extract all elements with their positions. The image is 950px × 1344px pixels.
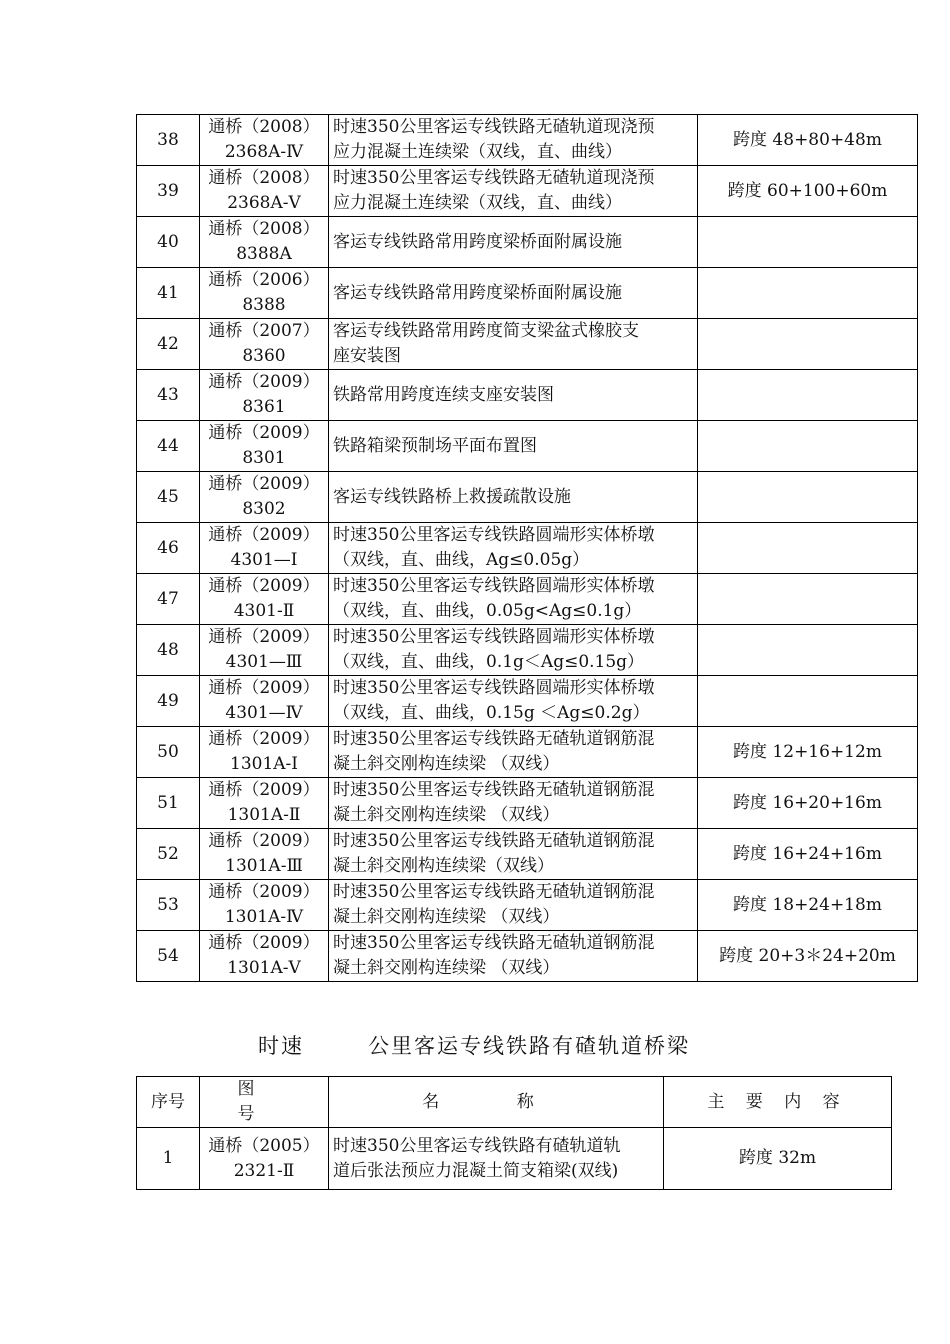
drawing-list-body [137, 115, 918, 982]
table-row [137, 880, 918, 931]
cell-content [698, 523, 918, 574]
cell-name-line2: 应力混凝土连续梁（双线，直、曲线） [333, 193, 622, 213]
cell-code-line2: 8361 [242, 397, 286, 417]
cell-code [200, 319, 329, 370]
table-row [137, 523, 918, 574]
cell-code-line1: 通桥（2009） [208, 525, 320, 545]
cell-name-line2: 凝土斜交刚构连续梁 （双线） [333, 907, 560, 927]
cell-code-line1: 通桥（2009） [208, 576, 320, 596]
cell-name [329, 319, 698, 370]
section-title-part2: 公里客运专线铁路有碴轨道桥梁 [368, 1034, 690, 1058]
cell-code-line1: 通桥（2008） [208, 219, 320, 239]
cell-name-line1: 时速350公里客运专线铁路无碴轨道钢筋混 [333, 882, 655, 902]
cell-no: 41 [137, 268, 200, 319]
cell-name [329, 931, 698, 982]
cell-content [698, 676, 918, 727]
cell-content [698, 217, 918, 268]
cell-code-line1: 通桥（2006） [208, 270, 320, 290]
cell-code-line1: 通桥（2005） [208, 1135, 320, 1156]
cell-content [698, 268, 918, 319]
table-row [137, 268, 918, 319]
cell-code [200, 421, 329, 472]
cell-name-line2: 凝土斜交刚构连续梁 （双线） [333, 805, 560, 825]
cell-content: 跨度 48+80+48m [698, 115, 918, 166]
cell-code-line1: 通桥（2009） [208, 780, 320, 800]
cell-content: 跨度 20+3＊24+20m [698, 931, 918, 982]
cell-name-line2: 应力混凝土连续梁（双线，直、曲线） [333, 142, 622, 162]
table-row [137, 115, 918, 166]
cell-name-line2: 凝土斜交刚构连续梁 （双线） [333, 958, 560, 978]
cell-code [200, 880, 329, 931]
table-row [137, 319, 918, 370]
cell-no: 46 [137, 523, 200, 574]
cell-name [329, 472, 698, 523]
cell-no: 47 [137, 574, 200, 625]
cell-code-line2: 4301-Ⅱ [233, 601, 295, 621]
cell-code [200, 727, 329, 778]
cell-name [329, 217, 698, 268]
cell-name [329, 421, 698, 472]
cell-name-line2: （双线，直、曲线，0.05g<Ag≤0.1g） [333, 601, 642, 621]
cell-name-line2: 座安装图 [333, 346, 401, 366]
cell-no: 1 [137, 1128, 200, 1190]
cell-code-line2: 2368A-Ⅴ [227, 193, 301, 213]
cell-code-line1: 通桥（2009） [208, 474, 320, 494]
cell-name-line2: （双线，直、曲线，0.15g ＜Ag≤0.2g） [333, 703, 650, 723]
cell-name [329, 676, 698, 727]
cell-name-line2: 凝土斜交刚构连续梁 （双线） [333, 754, 560, 774]
cell-code [200, 676, 329, 727]
cell-name-line1: 时速350公里客运专线铁路圆端形实体桥墩 [333, 627, 655, 647]
cell-code-line1: 通桥（2009） [208, 372, 320, 392]
cell-name-line1: 时速350公里客运专线铁路圆端形实体桥墩 [333, 678, 655, 698]
cell-code-line2: 4301—Ⅲ [225, 652, 303, 672]
cell-name [329, 268, 698, 319]
cell-code [200, 370, 329, 421]
cell-name [329, 523, 698, 574]
cell-code [200, 574, 329, 625]
cell-code-line1: 通桥（2009） [208, 831, 320, 851]
header-no: 序号 [137, 1077, 200, 1128]
cell-no: 52 [137, 829, 200, 880]
cell-code [200, 1128, 329, 1190]
table-row [137, 472, 918, 523]
cell-no: 50 [137, 727, 200, 778]
cell-name-line1: 客运专线铁路桥上救援疏散设施 [333, 486, 571, 507]
cell-name-line1: 时速350公里客运专线铁路圆端形实体桥墩 [333, 525, 655, 545]
cell-no: 49 [137, 676, 200, 727]
cell-name-line1: 时速350公里客运专线铁路无碴轨道钢筋混 [333, 729, 655, 749]
cell-name-line1: 时速350公里客运专线铁路无碴轨道钢筋混 [333, 933, 655, 953]
cell-code-line2: 1301A-Ⅱ [227, 805, 301, 825]
cell-code-line1: 通桥（2007） [208, 321, 320, 341]
cell-code [200, 217, 329, 268]
table-row [137, 778, 918, 829]
cell-code-line1: 通桥（2009） [208, 678, 320, 698]
cell-code-line1: 通桥（2009） [208, 423, 320, 443]
drawing-list-table [136, 114, 918, 982]
cell-code-line1: 通桥（2009） [208, 933, 320, 953]
cell-no: 53 [137, 880, 200, 931]
cell-code [200, 166, 329, 217]
header-content: 主 要 内 容 [664, 1077, 892, 1128]
cell-code-line2: 8388A [236, 244, 292, 264]
cell-name [329, 370, 698, 421]
cell-code-line2: 4301—Ⅳ [225, 703, 303, 723]
cell-name [329, 115, 698, 166]
cell-content [698, 421, 918, 472]
cell-code-line2: 2368A-Ⅳ [224, 142, 304, 162]
cell-name-line1: 时速350公里客运专线铁路有碴轨道轨 [333, 1135, 621, 1156]
cell-code [200, 778, 329, 829]
table-row [137, 574, 918, 625]
table-row [137, 166, 918, 217]
cell-name-line2: （双线，直、曲线，0.1g＜Ag≤0.15g） [333, 652, 645, 672]
cell-name-line2: 道后张法预应力混凝土简支箱梁(双线) [333, 1160, 619, 1181]
cell-name [329, 574, 698, 625]
cell-content [698, 574, 918, 625]
table-row [137, 625, 918, 676]
ballasted-track-table [136, 1076, 892, 1190]
cell-no: 39 [137, 166, 200, 217]
cell-code [200, 829, 329, 880]
cell-name-line2: 凝土斜交刚构连续梁（双线） [333, 856, 554, 876]
cell-no: 42 [137, 319, 200, 370]
cell-code-line2: 1301A-Ⅴ [227, 958, 301, 978]
cell-code-line2: 1301A-Ⅲ [225, 856, 303, 876]
header-code: 图 号 [200, 1077, 329, 1128]
cell-code-line1: 通桥（2009） [208, 729, 320, 749]
cell-content: 跨度 18+24+18m [698, 880, 918, 931]
table-row [137, 727, 918, 778]
cell-code-line2: 1301A-Ⅰ [230, 754, 298, 774]
cell-code-line2: 4301—Ⅰ [230, 550, 298, 570]
cell-code [200, 268, 329, 319]
cell-content: 跨度 16+24+16m [698, 829, 918, 880]
table-header-row [137, 1077, 892, 1128]
cell-name [329, 880, 698, 931]
cell-code-line1: 通桥（2009） [208, 882, 320, 902]
section-title-part1: 时速 [258, 1034, 304, 1058]
cell-name [329, 1128, 664, 1190]
cell-name [329, 778, 698, 829]
cell-name-line1: 时速350公里客运专线铁路无碴轨道钢筋混 [333, 780, 655, 800]
cell-no: 44 [137, 421, 200, 472]
cell-code [200, 523, 329, 574]
cell-code-line2: 8302 [242, 499, 286, 519]
cell-content: 跨度 16+20+16m [698, 778, 918, 829]
cell-no: 48 [137, 625, 200, 676]
cell-name [329, 829, 698, 880]
cell-name-line1: 时速350公里客运专线铁路无碴轨道现浇预 [333, 168, 655, 188]
section-title [258, 1030, 690, 1060]
table-row [137, 421, 918, 472]
cell-name-line1: 客运专线铁路常用跨度简支梁盆式橡胶支 [333, 321, 639, 341]
cell-code-line2: 1301A-Ⅳ [224, 907, 304, 927]
cell-code-line2: 2321-Ⅱ [233, 1160, 295, 1181]
cell-no: 51 [137, 778, 200, 829]
cell-name-line1: 时速350公里客运专线铁路圆端形实体桥墩 [333, 576, 655, 596]
cell-name-line1: 铁路常用跨度连续支座安装图 [333, 384, 554, 405]
cell-name [329, 166, 698, 217]
cell-content [698, 472, 918, 523]
table-row [137, 370, 918, 421]
cell-name-line1: 铁路箱梁预制场平面布置图 [333, 435, 537, 456]
cell-content: 跨度 12+16+12m [698, 727, 918, 778]
cell-content [698, 625, 918, 676]
table-row [137, 931, 918, 982]
table-row [137, 1128, 892, 1190]
cell-content: 跨度 60+100+60m [698, 166, 918, 217]
cell-code-line2: 8360 [242, 346, 286, 366]
cell-name [329, 727, 698, 778]
cell-name-line2: （双线，直、曲线，Ag≤0.05g） [333, 550, 590, 570]
cell-code-line1: 通桥（2009） [208, 627, 320, 647]
table-row [137, 676, 918, 727]
cell-no: 45 [137, 472, 200, 523]
cell-code [200, 931, 329, 982]
cell-name-line1: 客运专线铁路常用跨度梁桥面附属设施 [333, 282, 622, 303]
cell-code-line1: 通桥（2008） [208, 117, 320, 137]
table-row [137, 829, 918, 880]
cell-code [200, 472, 329, 523]
cell-code [200, 115, 329, 166]
cell-no: 43 [137, 370, 200, 421]
cell-content [698, 370, 918, 421]
cell-name [329, 625, 698, 676]
cell-name-line1: 时速350公里客运专线铁路无碴轨道现浇预 [333, 117, 655, 137]
cell-code-line2: 8301 [242, 448, 286, 468]
cell-code [200, 625, 329, 676]
cell-name-line1: 时速350公里客运专线铁路无碴轨道钢筋混 [333, 831, 655, 851]
cell-content: 跨度 32m [664, 1128, 892, 1190]
table-row [137, 217, 918, 268]
cell-content [698, 319, 918, 370]
header-name: 名 称 [329, 1077, 664, 1128]
cell-code-line2: 8388 [242, 295, 286, 315]
cell-no: 54 [137, 931, 200, 982]
cell-no: 38 [137, 115, 200, 166]
cell-no: 40 [137, 217, 200, 268]
cell-name-line1: 客运专线铁路常用跨度梁桥面附属设施 [333, 231, 622, 252]
cell-code-line1: 通桥（2008） [208, 168, 320, 188]
